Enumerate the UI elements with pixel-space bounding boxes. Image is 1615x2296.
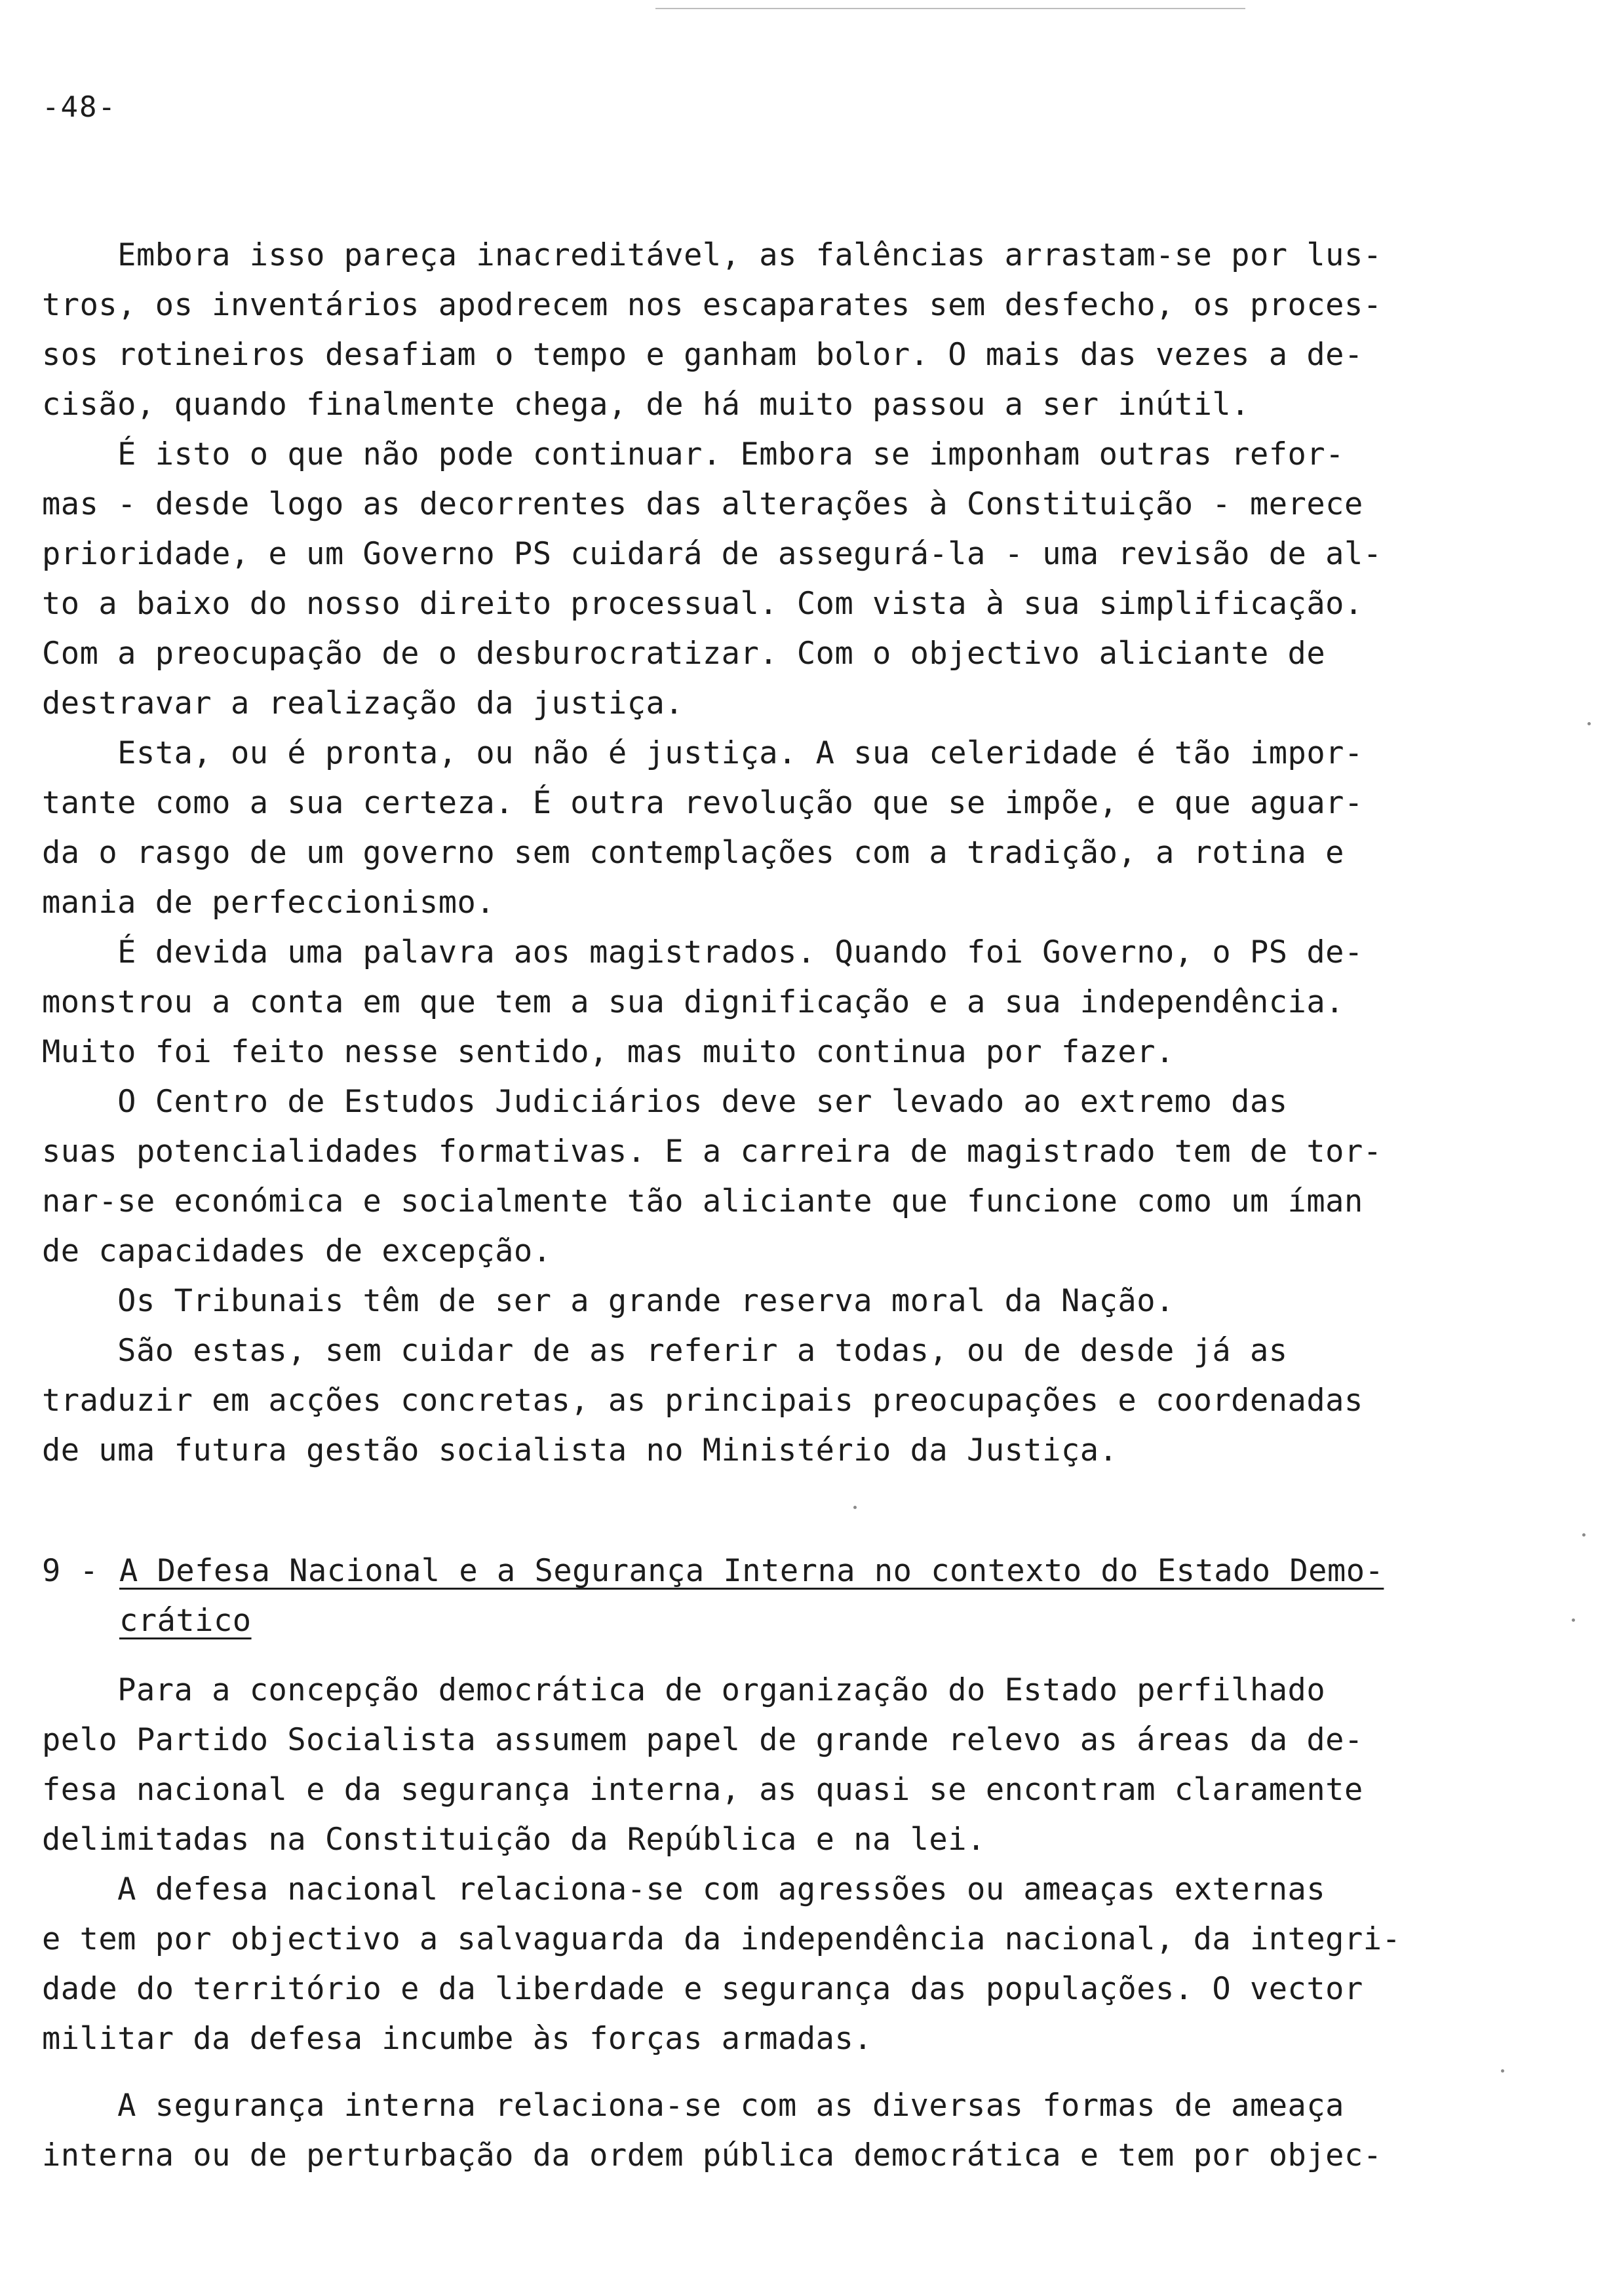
text-line: Muito foi feito nesse sentido, mas muito continua por fazer. bbox=[42, 1034, 1175, 1070]
scan-speck bbox=[1587, 722, 1591, 725]
text-line: mania de perfeccionismo. bbox=[42, 885, 496, 921]
section-title-line-2: crático bbox=[119, 1603, 252, 1639]
scan-speck bbox=[1572, 1618, 1575, 1622]
text-line: traduzir em acções concretas, as principais preocupações e coordenadas bbox=[42, 1383, 1363, 1419]
text-line: destravar a realização da justiça. bbox=[42, 685, 684, 721]
text-line: de capacidades de excepção. bbox=[42, 1233, 552, 1269]
text-line: dade do território e da liberdade e segurança das populações. O vector bbox=[42, 1971, 1363, 2007]
text-line: da o rasgo de um governo sem contemplações com a tradição, a rotina e bbox=[42, 835, 1344, 871]
text-line: sos rotineiros desafiam o tempo e ganham bolor. O mais das vezes a de- bbox=[42, 337, 1363, 373]
text-line: nar-se económica e socialmente tão aliciante que funcione como um íman bbox=[42, 1183, 1363, 1219]
scan-speck bbox=[1501, 2069, 1504, 2073]
text-line: Esta, ou é pronta, ou não é justiça. A sua celeridade é tão impor- bbox=[42, 735, 1363, 771]
text-line: tante como a sua certeza. É outra revolução que se impõe, e que aguar- bbox=[42, 785, 1363, 821]
text-line: A defesa nacional relaciona-se com agressões ou ameaças externas bbox=[42, 1871, 1326, 1907]
text-line: tros, os inventários apodrecem nos escaparates sem desfecho, os proces- bbox=[42, 287, 1382, 323]
top-scan-rule bbox=[655, 8, 1245, 9]
text-line: O Centro de Estudos Judiciários deve ser levado ao extremo das bbox=[42, 1084, 1288, 1120]
text-line: Os Tribunais têm de ser a grande reserva moral da Nação. bbox=[42, 1283, 1175, 1319]
text-line: Com a preocupação de o desburocratizar. Com o objectivo aliciante de bbox=[42, 636, 1326, 672]
scan-speck bbox=[1582, 1533, 1586, 1537]
section-title-line-1: A Defesa Nacional e a Segurança Interna no contexto do Estado Demo- bbox=[119, 1553, 1384, 1589]
text-line: suas potencialidades formativas. E a carreira de magistrado tem de tor- bbox=[42, 1134, 1382, 1170]
text-line: prioridade, e um Governo PS cuidará de assegurá-la - uma revisão de al- bbox=[42, 536, 1382, 572]
text-line: e tem por objectivo a salvaguarda da independência nacional, da integri- bbox=[42, 1921, 1401, 1957]
text-line: É isto o que não pode continuar. Embora se imponham outras refor- bbox=[42, 436, 1344, 472]
page-number: -48- bbox=[42, 90, 117, 124]
text-line: É devida uma palavra aos magistrados. Quando foi Governo, o PS de- bbox=[42, 934, 1363, 970]
text-line: interna ou de perturbação da ordem pública democrática e tem por objec- bbox=[42, 2137, 1382, 2173]
text-line: mas - desde logo as decorrentes das alterações à Constituição - merece bbox=[42, 486, 1363, 522]
text-line: pelo Partido Socialista assumem papel de grande relevo as áreas da de- bbox=[42, 1722, 1363, 1758]
section-number: 9 - bbox=[42, 1553, 99, 1589]
text-line: A segurança interna relaciona-se com as diversas formas de ameaça bbox=[42, 2088, 1344, 2124]
text-line: cisão, quando finalmente chega, de há muito passou a ser inútil. bbox=[42, 387, 1250, 423]
text-line: militar da defesa incumbe às forças armadas. bbox=[42, 2021, 873, 2057]
text-line: São estas, sem cuidar de as referir a todas, ou de desde já as bbox=[42, 1333, 1288, 1369]
text-line: Para a concepção democrática de organização do Estado perfilhado bbox=[42, 1672, 1326, 1708]
scan-speck bbox=[853, 1506, 857, 1509]
text-line: de uma futura gestão socialista no Ministério da Justiça. bbox=[42, 1432, 1118, 1468]
text-line: Embora isso pareça inacreditável, as falências arrastam-se por lus- bbox=[42, 237, 1382, 273]
text-line: monstrou a conta em que tem a sua dignificação e a sua independência. bbox=[42, 984, 1344, 1020]
text-line: to a baixo do nosso direito processual. Com vista à sua simplificação. bbox=[42, 586, 1363, 622]
text-line: delimitadas na Constituição da República e na lei. bbox=[42, 1822, 986, 1858]
text-line: fesa nacional e da segurança interna, as quasi se encontram claramente bbox=[42, 1772, 1363, 1808]
